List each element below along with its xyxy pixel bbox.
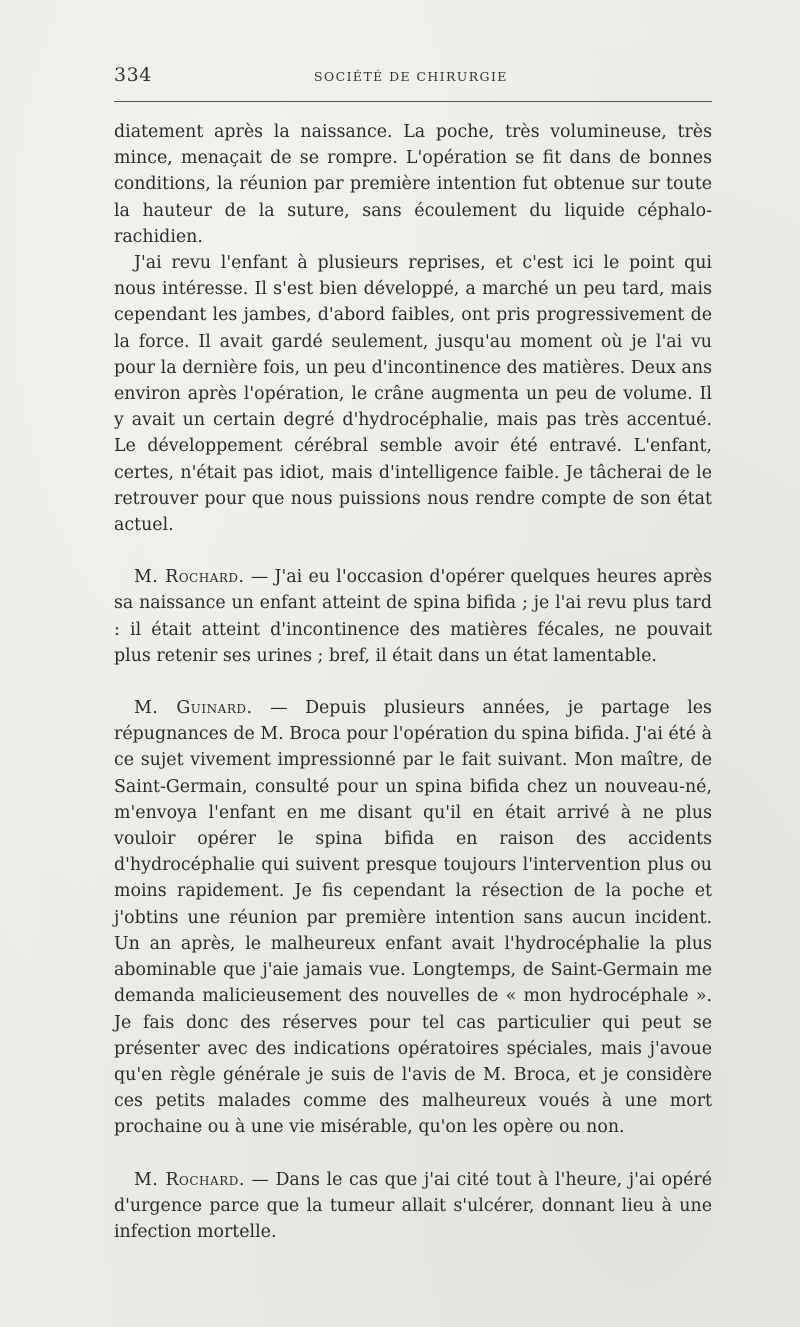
speaker-name: M. Rochard.: [134, 567, 245, 588]
speaker-name: M. Guinard.: [134, 698, 253, 719]
page-number: 334: [114, 64, 152, 86]
speech-text: — Depuis plusieurs années, je partage les répugnances de M. Broca pour l'opération du spina bifida. J'ai été à ce sujet vivement impressionné par le fait suivant. Mon maître, de Saint-Germain, consulté pour un spina bifida chez un nouveau-né, m'envoya l'enfant en me disant qu'il en était arrivé à ne plus vouloir opérer le spina bifida en raison des accidents d'hydrocéphalie qui suivent presque toujours l'intervention plus ou moins rapidement. Je fis cependant la résection de la poche et j'obtins une réunion par première intention sans aucun incident. Un an après, le malheureux enfant avait l'hydrocéphalie la plus abominable que j'aie jamais vue. Longtemps, de Saint-Germain me demanda malicieusement des nouvelles de « mon hydrocéphale ». Je fais donc des réserves pour tel cas particulier qui peut se présenter avec des indications opératoires spéciales, mais j'avoue qu'en règle générale je suis de l'avis de M. Broca, et je considère ces petits malades comme des malheureux voués à une mort prochaine ou à une vie misérable, qu'on les opère ou non.: [114, 698, 712, 1138]
body-text: [114, 119, 712, 1245]
speech-text: — Dans le cas que j'ai cité tout à l'heure, j'ai opéré d'urgence parce que la tumeur allait s'ulcérer, donnant lieu à une infection mortelle.: [114, 1169, 712, 1242]
running-title: SOCIÉTÉ DE CHIRURGIE: [314, 69, 508, 84]
paragraph-rochard-1: [114, 564, 712, 669]
paragraph-revisit: J'ai revu l'enfant à plusieurs reprises, et c'est ici le point qui nous intéresse. Il s'est bien développé, a marché un peu tard, mais cependant les jambes, d'abord faibles, ont pris progressivement de la force. Il avait gardé seulement, jusqu'au moment où je l'ai vu pour la dernière fois, un peu d'incontinence des matières. Deux ans environ après l'opération, le crâne augmenta un peu de volume. Il y avait un certain degré d'hydrocéphalie, mais pas très accentué. Le développement cérébral semble avoir été entravé. L'enfant, certes, n'était pas idiot, mais d'intelligence faible. Je tâcherai de le retrouver pour que nous puissions nous rendre compte de son état actuel.: [114, 253, 712, 536]
header-rule: [114, 101, 712, 102]
paragraph-continuation: diatement après la naissance. La poche, très volumineuse, très mince, menaçait de se rompre. L'opération se fit dans de bonnes conditions, la réunion par première intention fut obtenue sur toute la hauteur de la suture, sans écoulement du liquide céphalo-rachidien.: [114, 122, 712, 247]
speech-text: — J'ai eu l'occasion d'opérer quelques heures après sa naissance un enfant atteint de spina bifida ; je l'ai revu plus tard : il était atteint d'incontinence des matières fécales, ne pouvait plus retenir ses urines ; bref, il était dans un état lamentable.: [114, 567, 712, 666]
paragraph-rochard-2: [114, 1167, 712, 1246]
paragraph-guinard: [114, 695, 712, 1140]
running-head: [114, 60, 712, 100]
speaker-name: M. Rochard.: [134, 1169, 245, 1190]
